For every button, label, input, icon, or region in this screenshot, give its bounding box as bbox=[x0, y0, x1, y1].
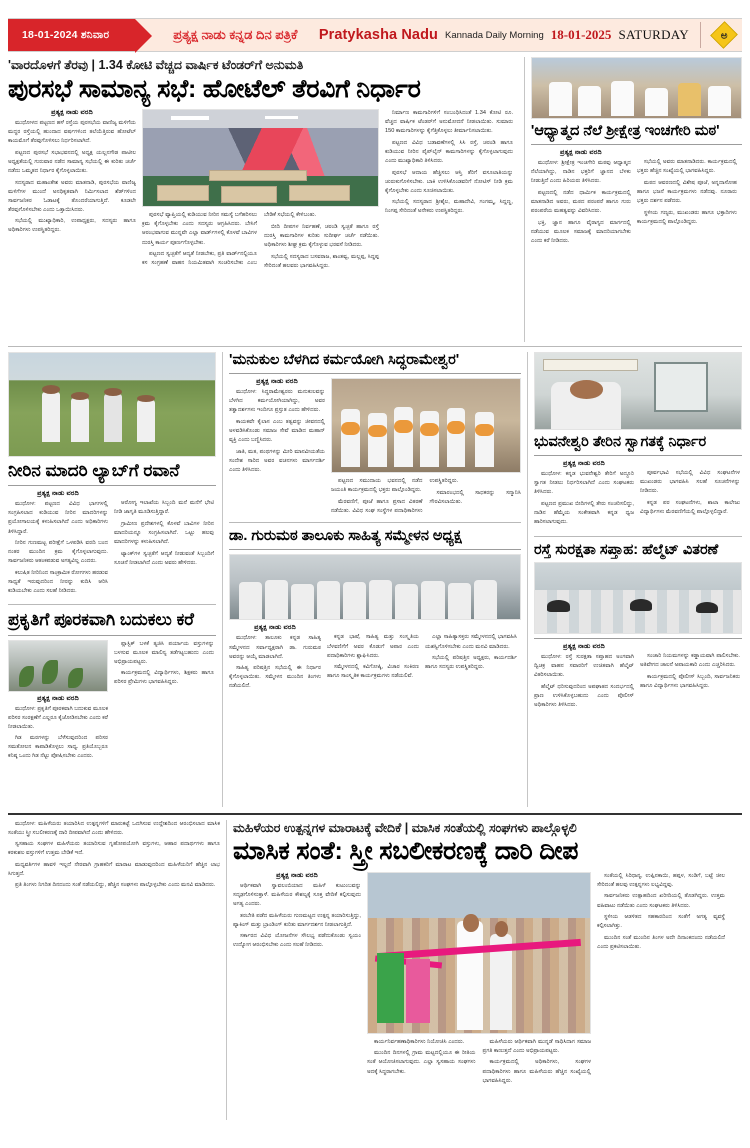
photo-figure bbox=[611, 81, 634, 116]
masthead-logo-icon bbox=[710, 21, 738, 49]
section-rule bbox=[8, 635, 216, 636]
horizontal-rule bbox=[8, 604, 216, 605]
paragraph: ಆರ್ಥಿಕವಾಗಿ ಸ್ವಾವಲಂಬಿಯಾದ ಮಹಿಳೆ ಕುಟುಂಬವನ್ನು ಸದೃಢಗೊಳಿಸುತ್ತಾಳೆ. ಮಹಿಳೆಯರ ಕೌಶಲ್ಯಕ್ಕೆ ಸೂಕ್ತ ವೇದಿಕೆ ಕಲ್ಪಿಸುವುದು ಅಗತ್ಯ ಎಂದರು. bbox=[233, 882, 361, 907]
paragraph: ಪುರಸಭೆ ಆದಾಯ ಹೆಚ್ಚಿಸಲು ಆಸ್ತಿ ತೆರಿಗೆ ವಸೂಲಾತಿಯನ್ನು ಚುರುಕುಗೊಳಿಸಬೇಕು. ಬಾಕಿ ಉಳಿಸಿಕೊಂಡವರಿಗೆ ನೋಟಿಸ್ ನೀಡಿ ಕ್ರಮ ಕೈಗೊಳ್ಳಬೇಕು ಎಂದು ಸೂಚಿಸಲಾಯಿತು. bbox=[385, 169, 513, 194]
sidd-col-2 bbox=[331, 378, 521, 516]
paragraph: ನಿರ್ಮಾಣ ಕಾಮಗಾರಿಗಳಿಗೆ ಸಂಬಂಧಿಸಿದಂತೆ 1.34 ಕೋಟಿ ರೂ. ವೆಚ್ಚದ ವಾರ್ಷಿಕ ಟೆಂಡರ್‌ಗೆ ಅನುಮೋದನೆ ನೀಡಲಾಯಿತು. ಸುಮಾರು 150 ಕಾಮಗಾರಿಗಳನ್ನು ಕೈಗೆತ್ತಿಕೊಳ್ಳಲು ತೀರ್ಮಾನಿಸಲಾಯಿತು. bbox=[385, 110, 513, 135]
second-band bbox=[8, 352, 742, 807]
sidd-col1-body bbox=[229, 388, 325, 474]
paragraph: ಪೂರ್ವಭಾವಿ ಸಭೆಯಲ್ಲಿ ವಿವಿಧ ಸಂಘಟನೆಗಳ ಮುಖಂಡರು ಭಾಗವಹಿಸಿ ಸಲಹೆ ಸೂಚನೆಗಳನ್ನು ನೀಡಿದರು. bbox=[639, 470, 740, 495]
photo-person bbox=[239, 582, 262, 619]
photo-garland bbox=[341, 422, 360, 435]
paragraph: ತರಬೇತಿ ಪಡೆದ ಮಹಿಳೆಯರು ಗುಣಮಟ್ಟದ ಉತ್ಪನ್ನ ತಯಾರಿಸುತ್ತಿದ್ದು, ಪ್ಯಾಕಿಂಗ್ ಮತ್ತು ಬ್ರಾಂಡಿಂಗ್ ಕುರಿತು ಮಾರ್ಗದರ್ಶನ ನೀಡಲಾಗುತ್ತಿದೆ. bbox=[233, 912, 361, 928]
math-col-2 bbox=[637, 149, 737, 248]
bhuv-col2-body bbox=[640, 469, 740, 517]
photo-helmet-icon bbox=[696, 602, 719, 614]
masthead-day-english: SATURDAY bbox=[618, 27, 689, 42]
photo-person bbox=[395, 584, 418, 619]
photo-garland-ceremony bbox=[331, 378, 521, 473]
paragraph: ಕಾರ್ಯಕ್ರಮದಲ್ಲಿ ವಿದ್ಯಾರ್ಥಿಗಳು, ಶಿಕ್ಷಕರು ಹಾಗೂ ಪರಿಸರ ಪ್ರೇಮಿಗಳು ಭಾಗವಹಿಸಿದ್ದರು. bbox=[114, 670, 214, 686]
photo-head bbox=[71, 392, 90, 400]
photo-person bbox=[42, 392, 61, 441]
middle-band bbox=[229, 352, 521, 807]
paragraph: ಸಭೆಯಲ್ಲಿ ಸದಸ್ಯರಾದ ಬಸವರಾಜ, ಶಾಂತವ್ವ, ಮಲ್ಲಪ್ಪ, ಸಿದ್ದಪ್ಪ ಸೇರಿದಂತೆ ಹಲವರು ಭಾಗವಹಿಸಿದ್ದರು. bbox=[264, 253, 379, 269]
sidd-col-1 bbox=[229, 378, 325, 516]
right-band bbox=[534, 352, 742, 807]
horizontal-rule bbox=[8, 813, 742, 815]
paragraph: ಹೆಲ್ಮೆಟ್ ಧರಿಸುವುದರಿಂದ ಅಪಘಾತದ ಸಂದರ್ಭದಲ್ಲಿ ಪ್ರಾಣ ಉಳಿಸಿಕೊಳ್ಳಬಹುದು ಎಂದು ಪೊಲೀಸ್ ಅಧಿಕಾರಿಗಳು ತಿಳಿಸಿದರು. bbox=[533, 683, 634, 708]
water-col1-body bbox=[8, 500, 108, 595]
bhuv-col-2 bbox=[640, 460, 740, 529]
photo-person-head bbox=[570, 380, 603, 398]
siddharameshwara-headline: 'ಮನುಕುಲ ಬೆಳಗಿದ ಕರ್ಮಯೋಗಿ ಸಿದ್ಧರಾಮೇಶ್ವರ' bbox=[229, 352, 460, 368]
photo-person bbox=[341, 409, 360, 467]
photo-desk bbox=[289, 185, 350, 200]
paragraph: ಪಟ್ಟಣದ ವಿವಿಧ ಬಡಾವಣೆಗಳಲ್ಲಿ ಸಿಸಿ ರಸ್ತೆ, ಚರಂಡಿ ಹಾಗೂ ಕುಡಿಯುವ ನೀರಿನ ಪೈಪ್‌ಲೈನ್ ಕಾಮಗಾರಿಗಳನ್ನು ಕೈಗೊಳ್ಳಲಾಗುವುದು ಎಂದು ಮುಖ್ಯಾಧಿಕಾರಿ ತಿಳಿಸಿದರು. bbox=[385, 140, 513, 165]
bhuv-col1-body bbox=[534, 470, 634, 527]
photo-garland bbox=[447, 421, 466, 434]
helmet-col-1 bbox=[534, 643, 634, 712]
paragraph: ಸಭೆಯಲ್ಲಿ ಅವರು ಮಾತನಾಡಿದರು. ಕಾರ್ಯಕ್ರಮದಲ್ಲಿ ಭಕ್ತರು ಹೆಚ್ಚಿನ ಸಂಖ್ಯೆಯಲ್ಲಿ ಭಾಗವಹಿಸಿದ್ದರು. bbox=[636, 159, 737, 175]
paragraph: ಮುಧೋಳ: ಮಹಿಳೆಯರು ತಯಾರಿಸಿದ ಉತ್ಪನ್ನಗಳಿಗೆ ಮಾರುಕಟ್ಟೆ ಒದಗಿಸುವ ಉದ್ದೇಶದಿಂದ ಆರಂಭಿಸಲಾದ ಮಾಸಿಕ ಸಂತೆಯು ಸ್ತ್ರೀ ಸಬಲೀಕರಣಕ್ಕೆ ದಾರಿ ದೀಪವಾಗಿದೆ ಎಂದು ಹೇಳಿದರು. bbox=[8, 820, 220, 836]
newspaper-page bbox=[0, 18, 750, 1148]
paragraph: ಸಭೆಯಲ್ಲಿ ಮುಖ್ಯಾಧಿಕಾರಿ, ಉಪಾಧ್ಯಕ್ಷರು, ಸದಸ್ಯರು ಹಾಗೂ ಅಧಿಕಾರಿಗಳು ಉಪಸ್ಥಿತರಿದ್ದರು. bbox=[8, 218, 136, 234]
gurumath-col3-body bbox=[425, 633, 517, 672]
masthead-date-english: 18-01-2025 bbox=[550, 27, 612, 42]
santhe-col3-body bbox=[367, 1038, 591, 1086]
bhuvaneshwari-columns bbox=[534, 460, 742, 529]
nature-col-1 bbox=[8, 640, 108, 764]
gurumath-col2-body bbox=[327, 633, 419, 681]
photo-person bbox=[369, 580, 392, 620]
water-col2-body bbox=[114, 499, 214, 567]
gurumath-columns bbox=[229, 624, 521, 693]
section-rule bbox=[8, 485, 216, 486]
helmet-headline: ರಸ್ತೆ ಸುರಕ್ಷತಾ ಸಪ್ತಾಹ: ಹೆಲ್ಮೆಟ್ ವಿತರಣೆ bbox=[533, 541, 719, 558]
paragraph: ಸ್ಥಳೀಯ ಆಡಳಿತದ ಸಹಕಾರದಿಂದ ಸಂತೆಗೆ ಅಗತ್ಯ ವ್ಯವಸ್ಥೆ ಕಲ್ಪಿಸಲಾಗಿತ್ತು. bbox=[597, 914, 725, 930]
photo-garland bbox=[394, 420, 413, 433]
photo-person bbox=[420, 411, 439, 467]
santhe-main bbox=[233, 820, 742, 1120]
paragraph: ಮುಧೋಳದ ಪಟ್ಟಣದ ಹಳೆ ರಸ್ತೆಯ ಪುರಸಭೆಯ ವಾಣಿಜ್ಯ ಮಳಿಗೆಯ ಮದ್ಧರ ರಸ್ತೆಯಲ್ಲಿ ಹುಂದಾದ ವರ್ಷಗಳಿಂದ ತಲೆಯೆತ್ತಿರುವ ಹೋಟೆಲ್ ಕಾಯಮೊಗೆ ತೆರವುಗೊಳಿಸಲು ನಿರ್ಧರಿಸಲಾಗಿದೆ. bbox=[8, 120, 136, 145]
nature-col2-body bbox=[114, 640, 214, 688]
photo-figure bbox=[708, 86, 731, 116]
paragraph: ಬೀದಿ ದೀಪಗಳ ನಿರ್ವಹಣೆ, ಚರಂಡಿ ಸ್ವಚ್ಛತೆ ಹಾಗೂ ರಸ್ತೆ ದುರಸ್ತಿ ಕಾಮಗಾರಿಗಳ ಕುರಿತು ಸುದೀರ್ಘ ಚರ್ಚೆ ನಡೆಯಿತು. ಅಧಿಕಾರಿಗಳು ಶೀಘ್ರ ಕ್ರಮ ಕೈಗೊಳ್ಳುವ ಭರವಸೆ ನೀಡಿದರು. bbox=[264, 223, 379, 249]
paragraph: ಜಾತಿ, ಮತ, ಪಂಥಗಳನ್ನು ಮೀರಿ ಮಾನವೀಯತೆಯ ಸಂದೇಶ ಸಾರಿದ ಅವರ ವಚನಗಳು ಮಾರ್ಗದರ್ಶಿ ಎಂದು ತಿಳಿಸಿದರು. bbox=[229, 448, 325, 473]
photo-garland bbox=[475, 424, 494, 436]
photo-person bbox=[71, 398, 90, 441]
paragraph: ಮುಧೋಳ: ಕನ್ನಡ ಭುವನೇಶ್ವರಿ ತೇರಿಗೆ ಅದ್ಧೂರಿ ಸ್ವಾಗತ ನೀಡಲು ನಿರ್ಧರಿಸಲಾಗಿದೆ ಎಂದು ಸಂಘಟಕರು ತಿಳಿಸಿದರು. bbox=[533, 471, 634, 496]
photo-helmet-distribution bbox=[534, 562, 742, 634]
photo-desk bbox=[221, 186, 277, 202]
helmet-columns bbox=[534, 643, 742, 712]
math-col-1 bbox=[531, 149, 631, 248]
byline: ಪ್ರತ್ಯಕ್ಷ ನಾಡು ವರದಿ bbox=[37, 490, 79, 498]
santhe-headline: ಮಾಸಿಕ ಸಂತೆ: ಸ್ತ್ರೀ ಸಬಲೀಕರಣಕ್ಕೆ ದಾರಿ ದೀಪ bbox=[233, 837, 579, 866]
photo-head bbox=[137, 395, 156, 402]
paragraph: ಪಟ್ಟಣದಲ್ಲಿ ನಡೆದ ಧಾರ್ಮಿಕ ಕಾರ್ಯಕ್ರಮದಲ್ಲಿ ಮಾತನಾಡಿದ ಅವರು, ಮಠದ ಪರಂಪರೆ ಹಾಗೂ ಗುರು ಪರಂಪರೆಯ ಮಹತ್ವವನ್ನು ವಿವರಿಸಿದರು. bbox=[530, 190, 631, 215]
photo-procession bbox=[531, 57, 742, 119]
water-col-1 bbox=[8, 490, 108, 598]
photo-person bbox=[448, 583, 471, 619]
photo-main-figure bbox=[457, 921, 484, 1030]
lead-kicker: 'ವಾರದೊಳಗೆ ತೆರವು | 1.34 ಕೋಟಿ ವೆಚ್ಚದ ವಾರ್ಷಿಕ ಟೆಂಡರ್‌ಗೆ ಅನುಮತಿ bbox=[8, 58, 304, 72]
gurumath-col-3 bbox=[425, 624, 517, 693]
santhe-col4-body bbox=[597, 872, 725, 952]
photo-person bbox=[137, 400, 156, 441]
paragraph: ಮಹಿಳೆಯರು ಆರ್ಥಿಕವಾಗಿ ಮುನ್ನಡೆ ಸಾಧಿಸಿದಾಗ ಸಮಾಜ ಪ್ರಗತಿ ಕಾಣುತ್ತದೆ ಎಂದು ಅಭಿಪ್ರಾಯಪಟ್ಟರು. bbox=[482, 1038, 591, 1054]
paragraph: ಸಂತೆಯಲ್ಲಿ ಸಿರಿಧಾನ್ಯ, ಉಪ್ಪಿನಕಾಯಿ, ಹಪ್ಪಳ, ಸಂಡಿಗೆ, ಬಟ್ಟೆ ಚೀಲ ಸೇರಿದಂತೆ ಹಲವು ಉತ್ಪನ್ನಗಳು ಲಭ್ಯವಿದ್ದವು. bbox=[597, 872, 725, 888]
photo-saree-figure bbox=[406, 959, 430, 1023]
paragraph: ಕಾರ್ಯನಿರ್ವಹಣಾಧಿಕಾರಿಗಳು ನಿಯೋಜಿಸಿ ಎಂದರು. bbox=[374, 1038, 465, 1045]
lead-main bbox=[8, 57, 518, 342]
photo-figure bbox=[578, 86, 601, 116]
lead-section bbox=[8, 57, 742, 342]
photo-council-meeting bbox=[142, 109, 379, 207]
column-divider bbox=[524, 57, 525, 342]
paragraph: ಪ್ರತಿ ತಿಂಗಳು ನಿಗದಿತ ದಿನದಂದು ಸಂತೆ ನಡೆಯಲಿದ್ದು, ಹೆಚ್ಚಿನ ಸಂಘಗಳು ಪಾಲ್ಗೊಳ್ಳಬೇಕು ಎಂದು ಮನವಿ ಮಾಡಿದರು. bbox=[15, 882, 216, 889]
photo-person bbox=[474, 580, 497, 619]
photo-person bbox=[343, 582, 366, 619]
photo-person bbox=[317, 581, 340, 619]
photo-person bbox=[104, 394, 123, 441]
lead-col2-body bbox=[142, 211, 379, 270]
paragraph: ಮುಧೋಳ: ರಸ್ತೆ ಸುರಕ್ಷತಾ ಸಪ್ತಾಹದ ಅಂಗವಾಗಿ ದ್ವಿಚಕ್ರ ವಾಹನ ಸವಾರರಿಗೆ ಉಚಿತವಾಗಿ ಹೆಲ್ಮೆಟ್ ವಿತರಿಸಲಾಯಿತು. bbox=[533, 654, 634, 679]
helmet-col-2 bbox=[640, 643, 740, 712]
byline: ಪ್ರತ್ಯಕ್ಷ ನಾಡು ವರದಿ bbox=[559, 149, 602, 157]
lead-columns bbox=[8, 109, 518, 270]
santhe-section bbox=[8, 820, 742, 1120]
siddharameshwara-columns bbox=[229, 378, 521, 516]
section-rule bbox=[229, 549, 521, 550]
photo-person bbox=[265, 580, 288, 620]
photo-plants bbox=[8, 640, 108, 692]
photo-person bbox=[291, 584, 314, 620]
water-story bbox=[8, 352, 216, 807]
horizontal-rule bbox=[534, 536, 742, 537]
photo-person bbox=[447, 408, 466, 467]
paragraph: ಮಧ್ಯವರ್ತಿಗಳ ಹಾವಳಿ ಇಲ್ಲದೆ ನೇರವಾಗಿ ಗ್ರಾಹಕರಿಗೆ ಮಾರಾಟ ಮಾಡುವುದರಿಂದ ಮಹಿಳೆಯರಿಗೆ ಹೆಚ್ಚಿನ ಲಾಭ ಸಿಗುತ್ತದೆ. bbox=[8, 861, 220, 877]
santhe-col-4 bbox=[597, 872, 725, 1086]
paragraph: ಸ್ವಸಹಾಯ ಸಂಘಗಳ ಮಹಿಳೆಯರು ತಯಾರಿಸುವ ಗೃಹೋಪಯೋಗಿ ವಸ್ತುಗಳು, ಆಹಾರ ಪದಾರ್ಥಗಳು ಹಾಗೂ ಕರಕುಶಲ ವಸ್ತುಗಳಿಗೆ ಉತ್ತಮ ಬೇಡಿಕೆ ಇದೆ. bbox=[8, 841, 220, 857]
photo-garland bbox=[420, 423, 439, 435]
photo-head bbox=[104, 388, 123, 397]
paragraph: ಸಾರ್ವಜನಿಕರು ಉತ್ಸಾಹದಿಂದ ಖರೀದಿಯಲ್ಲಿ ತೊಡಗಿದ್ದರು. ಉತ್ತಮ ವಹಿವಾಟು ನಡೆಯಿತು ಎಂದು ಸಂಘಟಕರು ತಿಳಿಸಿದರು. bbox=[597, 893, 725, 909]
byline: ಪ್ರತ್ಯಕ್ಷ ನಾಡು ವರದಿ bbox=[276, 871, 318, 879]
photo-signboard bbox=[543, 359, 638, 371]
right-rail-top bbox=[531, 57, 742, 342]
santhe-left-column bbox=[8, 820, 220, 1120]
photo-figure bbox=[678, 83, 701, 115]
paragraph: ಪುರಸಭೆ ವ್ಯಾಪ್ತಿಯಲ್ಲಿ ಕುಡಿಯುವ ನೀರಿನ ಸಮಸ್ಯೆ ಬಗೆಹರಿಸಲು ಕ್ರಮ ಕೈಗೊಳ್ಳಬೇಕು ಎಂದು ಸದಸ್ಯರು ಆಗ್ರಹಿಸಿದರು. ಬೇಸಿಗೆ ಆರಂಭವಾಗುವ ಮುನ್ನವೇ ಎಲ್ಲಾ ವಾರ್ಡ್‌ಗಳಲ್ಲಿ ಕೊಳವೆ ಬಾವಿಗಳ ದುರಸ್ತಿ ಕಾರ್ಯ ಪೂರ್ಣಗೊಳ್ಳಬೇಕು. bbox=[142, 212, 257, 246]
paragraph: ಸಮ್ಮೇಳನದಲ್ಲಿ ಕವಿಗೋಷ್ಠಿ, ವಿಚಾರ ಸಂಕಿರಣ ಹಾಗೂ ಸಾಂಸ್ಕೃತಿಕ ಕಾರ್ಯಕ್ರಮಗಳು ನಡೆಯಲಿವೆ. bbox=[327, 664, 419, 680]
nature-story-headline: ಪ್ರಕೃತಿಗೆ ಪೂರಕವಾಗಿ ಬದುಕಲು ಕರೆ bbox=[8, 610, 194, 630]
paragraph: ಸಭೆಯಲ್ಲಿ ಸದಸ್ಯರಾದ ಶ್ರೀಶೈಲ, ಮಹಾದೇವಿ, ಗಂಗಮ್ಮ, ಸಿದ್ದಣ್ಣ, ನಿಂಗಪ್ಪ ಸೇರಿದಂತೆ ಅನೇಕರು ಉಪಸ್ಥಿತರಿದ್ದರು. bbox=[385, 199, 513, 215]
paragraph: ನೀರಿನ ಗುಣಮಟ್ಟ ಪರೀಕ್ಷೆಗೆ ಒಳಪಡಿಸಿ ವರದಿ ಬಂದ ನಂತರ ಮುಂದಿನ ಕ್ರಮ ಕೈಗೊಳ್ಳಲಾಗುವುದು. ಸಾರ್ವಜನಿಕರು ಆತಂಕಪಡುವ ಅಗತ್ಯವಿಲ್ಲ ಎಂದರು. bbox=[8, 540, 108, 565]
paragraph: ಸರ್ಕಾರದ ವಿವಿಧ ಯೋಜನೆಗಳ ಸೌಲಭ್ಯ ಪಡೆದುಕೊಂಡು ಸ್ವಯಂ ಉದ್ಯೋಗ ಆರಂಭಿಸಬೇಕು ಎಂದು ಸಲಹೆ ನೀಡಿದರು. bbox=[233, 933, 361, 949]
byline: ಪ್ರತ್ಯಕ್ಷ ನಾಡು ವರದಿ bbox=[256, 378, 298, 386]
bhuvaneshwari-headline: ಭುವನೇಶ್ವರಿ ತೇರಿನ ಸ್ವಾಗತಕ್ಕೆ ನಿರ್ಧಾರ bbox=[533, 434, 707, 450]
santhe-col2-body bbox=[233, 882, 361, 950]
paragraph: ಎಲ್ಲಾ ಸಾಹಿತ್ಯಾಸಕ್ತರು ಸಮ್ಮೇಳನದಲ್ಲಿ ಭಾಗವಹಿಸಿ ಯಶಸ್ವಿಗೊಳಿಸಬೇಕು ಎಂದು ಮನವಿ ಮಾಡಿದರು. bbox=[425, 634, 517, 650]
helmet-col1-body bbox=[534, 653, 634, 710]
masthead-divider bbox=[700, 22, 701, 48]
photo-head bbox=[42, 385, 61, 394]
column-divider bbox=[226, 820, 227, 1120]
photo-door bbox=[654, 362, 708, 412]
photo-person bbox=[394, 407, 413, 467]
photo-leaf bbox=[42, 660, 58, 684]
paragraph: ಸ್ಥಳೀಯ ಗಣ್ಯರು, ಮುಖಂಡರು ಹಾಗೂ ಭಕ್ತಾದಿಗಳು ಕಾರ್ಯಕ್ರಮದಲ್ಲಿ ಪಾಲ್ಗೊಂಡಿದ್ದರು. bbox=[636, 209, 737, 225]
photo-dais bbox=[209, 170, 308, 182]
paragraph: ಸಾಹಿತ್ಯ ಪರಿಷತ್ತಿನ ಸಭೆಯಲ್ಲಿ ಈ ನಿರ್ಧಾರ ಕೈಗೊಳ್ಳಲಾಯಿತು. ಸಮ್ಮೇಳನ ಮುಂದಿನ ತಿಂಗಳು ನಡೆಯಲಿದೆ. bbox=[229, 665, 321, 690]
byline: ಪ್ರತ್ಯಕ್ಷ ನಾಡು ವರದಿ bbox=[51, 109, 93, 117]
photo-sky bbox=[368, 873, 590, 918]
math-col2-body bbox=[637, 158, 737, 226]
masthead-right-group bbox=[319, 22, 742, 48]
lead-column-2 bbox=[142, 109, 379, 270]
paragraph: ಕಾರ್ಯಕ್ರಮದಲ್ಲಿ ಪೊಲೀಸ್ ಸಿಬ್ಬಂದಿ, ಸಾರ್ವಜನಿಕರು ಹಾಗೂ ವಿದ್ಯಾರ್ಥಿಗಳು ಭಾಗವಹಿಸಿದ್ದರು. bbox=[639, 673, 740, 689]
photo-desk bbox=[157, 185, 209, 200]
paragraph: ಆರೋಗ್ಯ ಇಲಾಖೆಯ ಸಿಬ್ಬಂದಿ ಮನೆ ಮನೆಗೆ ಭೇಟಿ ನೀಡಿ ಜಾಗೃತಿ ಮೂಡಿಸುತ್ತಿದ್ದಾರೆ. bbox=[114, 500, 214, 516]
photo-leaf bbox=[19, 666, 35, 687]
paragraph: ಪಟ್ಟಣದ ಸಮುದಾಯ ಭವನದಲ್ಲಿ ನಡೆದ ಜಯಂತಿ ಕಾರ್ಯಕ್ರಮದಲ್ಲಿ ಭಕ್ತರು ಪಾಲ್ಗೊಂಡಿದ್ದರು. bbox=[331, 478, 423, 494]
masthead-date-tab: 18-01-2024 ಶನಿವಾರ bbox=[8, 19, 135, 51]
lead-column-1 bbox=[8, 109, 136, 270]
horizontal-rule bbox=[8, 346, 742, 347]
paragraph: ಮುಂದಿನ ದಿನಗಳಲ್ಲಿ ಗ್ರಾಮ ಮಟ್ಟದಲ್ಲಿಯೂ ಈ ರೀತಿಯ ಸಂತೆ ಆಯೋಜಿಸಲಾಗುವುದು. ಎಲ್ಲಾ ಸ್ವಸಹಾಯ ಸಂಘಗಳು ಅದಕ್ಕೆ ಸಿದ್ಧರಾಗಬೇಕು. bbox=[367, 1050, 476, 1075]
paragraph: ಮುಧೋಳ: ಸಿದ್ಧರಾಮೇಶ್ವರರು ಮನುಕುಲವನ್ನು ಬೆಳಗಿದ ಕರ್ಮಯೋಗಿಯಾಗಿದ್ದು, ಅವರ ತತ್ವಾದರ್ಶಗಳು ಇಂದಿಗೂ ಪ್ರಸ್ತುತ ಎಂದು ಹೇಳಿದರು. bbox=[229, 389, 325, 414]
bhuv-col-1 bbox=[534, 460, 634, 529]
paragraph: ಕಾರ್ಯಕ್ರಮದಲ್ಲಿ ಅಧಿಕಾರಿಗಳು, ಸಂಘಗಳ ಪದಾಧಿಕಾರಿಗಳು ಹಾಗೂ ಮಹಿಳೆಯರು ಹೆಚ್ಚಿನ ಸಂಖ್ಯೆಯಲ್ಲಿ ಭಾಗವಹಿಸಿದ್ದರು. bbox=[482, 1059, 591, 1084]
sidd-col2-body bbox=[331, 477, 521, 516]
santhe-col1-body bbox=[8, 820, 220, 891]
photo-helmet-icon bbox=[547, 600, 570, 612]
section-rule bbox=[534, 455, 742, 456]
math-story-columns bbox=[531, 149, 742, 248]
nature-col-2 bbox=[114, 640, 214, 764]
nature-story-columns bbox=[8, 640, 216, 764]
paragraph: ಸದಸ್ಯರಾದ ಮಹಾಂತೇಶ ಅವರು ಮಾತನಾಡಿ, ಪುರಸಭೆಯ ವಾಣಿಜ್ಯ ಮಳಿಗೆಗಳ ಮುಂದೆ ಅನಧಿಕೃತವಾಗಿ ನಿರ್ಮಿಸಲಾದ ಶೆಡ್‌ಗಳಿಂದ ಸಾರ್ವಜನಿಕರ ಓಡಾಟಕ್ಕೆ ತೊಂದರೆಯಾಗುತ್ತಿದೆ. ಕೂಡಲೇ ತೆರವುಗೊಳಿಸಬೇಕು ಎಂದು ಒತ್ತಾಯಿಸಿದರು. bbox=[8, 179, 136, 213]
photo-figure bbox=[645, 88, 668, 116]
byline: ಪ್ರತ್ಯಕ್ಷ ನಾಡು ವರದಿ bbox=[563, 643, 605, 651]
photo-ribbon-cutting bbox=[367, 872, 591, 1034]
photo-helmet-icon bbox=[630, 599, 653, 611]
paragraph: ಸಭೆಯಲ್ಲಿ ಪರಿಷತ್ತಿನ ಅಧ್ಯಕ್ಷರು, ಕಾರ್ಯದರ್ಶಿ ಹಾಗೂ ಸದಸ್ಯರು ಉಪಸ್ಥಿತರಿದ್ದರು. bbox=[425, 655, 517, 671]
santhe-columns bbox=[233, 872, 742, 1086]
paragraph: ಸಮಾರಂಭದಲ್ಲಿ ಸಾಧಕರನ್ನು ಸನ್ಮಾನಿಸಿ ಗೌರವಿಸಲಾಯಿತು. bbox=[429, 489, 521, 505]
column-divider bbox=[222, 352, 223, 807]
santhe-kicker: ಮಹಿಳೆಯರ ಉತ್ಪನ್ನಗಳ ಮಾರಾಟಕ್ಕೆ ವೇದಿಕೆ | ಮಾಸಿಕ ಸಂತೆಯಲ್ಲಿ ಸಂಘಗಳು ಪಾಲ್ಗೊಳ್ಳಲಿ bbox=[233, 820, 577, 835]
section-rule bbox=[229, 373, 521, 374]
santhe-col-2 bbox=[233, 872, 361, 1086]
helmet-col2-body bbox=[640, 652, 740, 691]
masthead-brand-subtitle: Kannada Daily Morning bbox=[445, 29, 544, 41]
paragraph: ಕನ್ನಡ ಭಾಷೆ, ಸಾಹಿತ್ಯ ಮತ್ತು ಸಂಸ್ಕೃತಿಯ ಬೆಳವಣಿಗೆಗೆ ಅವರ ಕೊಡುಗೆ ಅಪಾರ ಎಂದು ಪದಾಧಿಕಾರಿಗಳು ಶ್ಲಾಘಿಸಿದರು. bbox=[327, 634, 419, 659]
masthead-kannada-tagline: ಪ್ರತ್ಯಕ್ಷ ನಾಡು ಕನ್ನಡ ದಿನ ಪತ್ರಿಕೆ bbox=[173, 27, 298, 42]
nature-col1-body bbox=[8, 705, 108, 762]
paragraph: ಪಟ್ಟಣದ ಪ್ರಮುಖ ಬೀದಿಗಳಲ್ಲಿ ತೇರು ಸಂಚರಿಸಲಿದ್ದು, ನಾಡಿನ ಹೆಮ್ಮೆಯ ಸಂಕೇತವಾಗಿ ಕನ್ನಡ ಧ್ವಜ ಹಾರಿಸಲಾಗುವುದು. bbox=[533, 501, 634, 526]
photo-group-portrait bbox=[229, 554, 521, 620]
paragraph: ಮೆರವಣಿಗೆ, ಪೂಜೆ ಹಾಗೂ ಪ್ರಸಾದ ವಿತರಣೆ ನಡೆಯಿತು. ವಿವಿಧ ಸಂಘ ಸಂಸ್ಥೆಗಳ ಪದಾಧಿಕಾರಿಗಳು ಉಪಸ್ಥಿತರಿದ್ದರು. bbox=[331, 478, 459, 515]
photo-figure bbox=[549, 82, 572, 116]
horizontal-rule bbox=[229, 522, 521, 523]
paragraph: ಮುಧೋಳ: ಶ್ರೀಕ್ಷೇತ್ರ ಇಂಚಗೇರಿ ಮಠವು ಆಧ್ಯಾತ್ಮದ ನೆಲೆಯಾಗಿದ್ದು, ನಾಡಿನ ಭಕ್ತರಿಗೆ ಜ್ಞಾನದ ಬೆಳಕು ನೀಡುತ್ತಿದೆ ಎಂದು ಹಿರಿಯರು ತಿಳಿಸಿದರು. bbox=[530, 160, 631, 185]
math-story-headline: 'ಆಧ್ಯಾತ್ಮದ ನೆಲೆ ಶ್ರೀಕ್ಷೇತ್ರ ಇಂಚಗೇರಿ ಮಠ' bbox=[530, 123, 720, 139]
masthead bbox=[8, 18, 742, 52]
paragraph: ಪಟ್ಟಣದ ಸ್ವಚ್ಛತೆಗೆ ಆದ್ಯತೆ ನೀಡಬೇಕು, ಪ್ರತಿ ವಾರ್ಡ್‌ನಲ್ಲಿಯೂ ಕಸ ಸಂಗ್ರಹಣೆ ವಾಹನ ನಿಯಮಿತವಾಗಿ ಸಂಚರಿಸಬೇಕು ಎಂಬ ಬೇಡಿಕೆ ಸಭೆಯಲ್ಲಿ ಕೇಳಿಬಂತು. bbox=[142, 212, 317, 267]
lead-col3-body bbox=[385, 109, 513, 216]
photo-garland bbox=[368, 425, 387, 437]
paragraph: ಗಿಡ ಮರಗಳನ್ನು ಬೆಳೆಸುವುದರಿಂದ ಪರಿಸರ ಸಮತೋಲನ ಕಾಪಾಡಿಕೊಳ್ಳಲು ಸಾಧ್ಯ. ಪ್ರತಿಯೊಬ್ಬರೂ ಕನಿಷ್ಠ ಒಂದು ಗಿಡ ನೆಟ್ಟು ಪೋಷಿಸಬೇಕು ಎಂದರು. bbox=[8, 735, 108, 760]
photo-water-field bbox=[8, 352, 216, 457]
photo-leaf bbox=[68, 668, 84, 688]
paragraph: ಸಂಚಾರಿ ನಿಯಮಗಳನ್ನು ಕಡ್ಡಾಯವಾಗಿ ಪಾಲಿಸಬೇಕು. ಅತಿವೇಗದ ಚಾಲನೆ ಅಪಾಯಕಾರಿ ಎಂದು ಎಚ್ಚರಿಸಿದರು. bbox=[639, 653, 740, 669]
photo-office-portrait bbox=[534, 352, 742, 430]
masthead-logo-glyph: ಅ bbox=[720, 28, 728, 41]
photo-person bbox=[421, 581, 444, 619]
photo-ceiling bbox=[143, 110, 378, 127]
paragraph: ಮುಧೋಳ: ಪ್ರಕೃತಿಗೆ ಪೂರಕವಾಗಿ ಬದುಕುವ ಮೂಲಕ ಪರಿಸರ ಸಂರಕ್ಷಣೆಗೆ ಎಲ್ಲರೂ ಕೈಜೋಡಿಸಬೇಕು ಎಂದು ಕರೆ ನೀಡಲಾಯಿತು. bbox=[8, 705, 108, 730]
paragraph: ಪಟ್ಟಣದ ಪುರಸಭೆ ಸಭಾಭವನದಲ್ಲಿ ಅಧ್ಯಕ್ಷ ಯಲ್ಲನಗೌಡ ಪಾಟೀಲ ಅಧ್ಯಕ್ಷತೆಯಲ್ಲಿ ಗುರುವಾರ ನಡೆದ ಸಾಮಾನ್ಯ ಸಭೆಯಲ್ಲಿ ಈ ಕುರಿತು ಚರ್ಚೆ ನಡೆದು ಒಮ್ಮತದ ನಿರ್ಧಾರ ಕೈಗೊಳ್ಳಲಾಯಿತು. bbox=[8, 150, 136, 175]
lead-col1-body bbox=[8, 119, 136, 235]
byline: ಪ್ರತ್ಯಕ್ಷ ನಾಡು ವರದಿ bbox=[37, 694, 79, 702]
lead-column-3 bbox=[385, 109, 513, 270]
santhe-col-3 bbox=[367, 872, 591, 1086]
section-rule bbox=[534, 638, 742, 639]
photo-head bbox=[463, 914, 479, 932]
paragraph: ಮುಧೋಳ: ಪಟ್ಟಣದ ವಿವಿಧ ಭಾಗಗಳಲ್ಲಿ ಸಂಗ್ರಹಿಸಲಾದ ಕುಡಿಯುವ ನೀರಿನ ಮಾದರಿಗಳನ್ನು ಪ್ರಯೋಗಾಲಯಕ್ಕೆ ಕಳುಹಿಸಲಾಗಿದೆ ಎಂದು ಅಧಿಕಾರಿಗಳು ತಿಳಿಸಿದ್ದಾರೆ. bbox=[8, 501, 108, 535]
column-divider bbox=[527, 352, 528, 807]
paragraph: ಮುಂದಿನ ಸಂತೆ ಮುಂದಿನ ತಿಂಗಳ ಅದೇ ದಿನಾಂಕದಂದು ನಡೆಯಲಿದೆ ಎಂದು ಪ್ರಕಟಿಸಲಾಯಿತು. bbox=[597, 934, 725, 950]
paragraph: ಕನ್ನಡ ಪರ ಸಂಘಟನೆಗಳು, ಶಾಲಾ ಕಾಲೇಜು ವಿದ್ಯಾರ್ಥಿಗಳು ಮೆರವಣಿಗೆಯಲ್ಲಿ ಪಾಲ್ಗೊಳ್ಳಲಿದ್ದಾರೆ. bbox=[639, 500, 740, 516]
water-col-2 bbox=[114, 490, 214, 598]
photo-person bbox=[368, 413, 387, 467]
paragraph: ಟ್ಯಾಂಕ್‌ಗಳ ಸ್ವಚ್ಛತೆಗೆ ಆದ್ಯತೆ ನೀಡುವಂತೆ ಸಿಬ್ಬಂದಿಗೆ ಸೂಚನೆ ನೀಡಲಾಗಿದೆ ಎಂದು ಅವರು ಹೇಳಿದರು. bbox=[114, 550, 214, 566]
lead-headline: ಪುರಸಭೆ ಸಾಮಾನ್ಯ ಸಭೆ: ಹೋಟೆಲ್ ತೆರವಿಗೆ ನಿರ್ಧಾರ bbox=[8, 74, 421, 103]
paragraph: ಮಠದ ಆವರಣದಲ್ಲಿ ವಿಶೇಷ ಪೂಜೆ, ಅನ್ನದಾಸೋಹ ಹಾಗೂ ಭಜನೆ ಕಾರ್ಯಕ್ರಮಗಳು ನಡೆದವು. ನೂರಾರು ಭಕ್ತರು ದರ್ಶನ ಪಡೆದರು. bbox=[636, 179, 737, 205]
gurumath-col-1 bbox=[229, 624, 321, 693]
photo-head bbox=[495, 921, 508, 937]
paragraph: ಕಾಯಕವೇ ಕೈಲಾಸ ಎಂಬ ತತ್ವವನ್ನು ಜೀವನದಲ್ಲಿ ಅಳವಡಿಸಿಕೊಂಡು ಸಮಾಜ ಸೇವೆ ಮಾಡಿದ ಮಹಾನ್ ವ್ಯಕ್ತಿ ಎಂದು ಬಣ್ಣಿಸಿದರು. bbox=[229, 419, 325, 444]
paragraph: ಮುಧೋಳ: ತಾಲೂಕು ಕನ್ನಡ ಸಾಹಿತ್ಯ ಸಮ್ಮೇಳನದ ಸರ್ವಾಧ್ಯಕ್ಷರಾಗಿ ಡಾ. ಗುರುಮಠ ಅವರನ್ನು ಆಯ್ಕೆ ಮಾಡಲಾಗಿದೆ. bbox=[229, 635, 321, 660]
paragraph: ಕಲುಷಿತ ನೀರಿನಿಂದ ಸಾಂಕ್ರಾಮಿಕ ರೋಗಗಳು ಹರಡುವ ಸಾಧ್ಯತೆ ಇರುವುದರಿಂದ ನೀರನ್ನು ಕುದಿಸಿ ಆರಿಸಿ ಕುಡಿಯಬೇಕು ಎಂದು ಸಲಹೆ ನೀಡಿದರು. bbox=[8, 569, 108, 594]
math-col1-body bbox=[531, 159, 631, 245]
byline: ಪ್ರತ್ಯಕ್ಷ ನಾಡು ವರದಿ bbox=[254, 624, 296, 632]
paragraph: ಪ್ಲಾಸ್ಟಿಕ್ ಬಳಕೆ ತ್ಯಜಿಸಿ ಪರ್ಯಾಯ ವಸ್ತುಗಳನ್ನು ಬಳಸುವ ಮೂಲಕ ಮಾಲಿನ್ಯ ತಡೆಗಟ್ಟಬಹುದು ಎಂದು ಅಭಿಪ್ರಾಯಪಟ್ಟರು. bbox=[114, 640, 214, 665]
byline: ಪ್ರತ್ಯಕ್ಷ ನಾಡು ವರದಿ bbox=[563, 460, 605, 468]
photo-person bbox=[475, 412, 494, 467]
masthead-brand: Pratykasha Nadu bbox=[318, 27, 438, 43]
gurumath-col-2 bbox=[327, 624, 419, 693]
paragraph: ಭಕ್ತಿ, ಜ್ಞಾನ ಹಾಗೂ ವೈರಾಗ್ಯದ ಮಾರ್ಗದಲ್ಲಿ ನಡೆಯುವ ಮೂಲಕ ಸಮಾಜಕ್ಕೆ ಮಾದರಿಯಾಗಬೇಕು ಎಂದು ಕರೆ ನೀಡಿದರು. bbox=[530, 219, 631, 244]
gurumath-headline: ಡಾ. ಗುರುಮಠ ತಾಲೂಕು ಸಾಹಿತ್ಯ ಸಮ್ಮೇಳನ ಅಧ್ಯಕ್ಷ bbox=[229, 528, 462, 545]
photo-saree-figure bbox=[377, 953, 404, 1023]
water-story-headline: ನೀರಿನ ಮಾದರಿ ಲ್ಯಾಬ್‌ಗೆ ರವಾನೆ bbox=[8, 461, 180, 480]
water-story-columns bbox=[8, 490, 216, 598]
section-rule bbox=[531, 144, 742, 145]
gurumath-col1-body bbox=[229, 634, 321, 691]
paragraph: ಗ್ರಾಮೀಣ ಪ್ರದೇಶಗಳಲ್ಲಿ ಕೊಳವೆ ಬಾವಿಗಳ ನೀರಿನ ಮಾದರಿಯನ್ನೂ ಸಂಗ್ರಹಿಸಲಾಗಿದೆ. ಒಟ್ಟು ಹಲವು ಮಾದರಿಗಳನ್ನು ಕಳುಹಿಸಲಾಗಿದೆ. bbox=[114, 520, 214, 546]
